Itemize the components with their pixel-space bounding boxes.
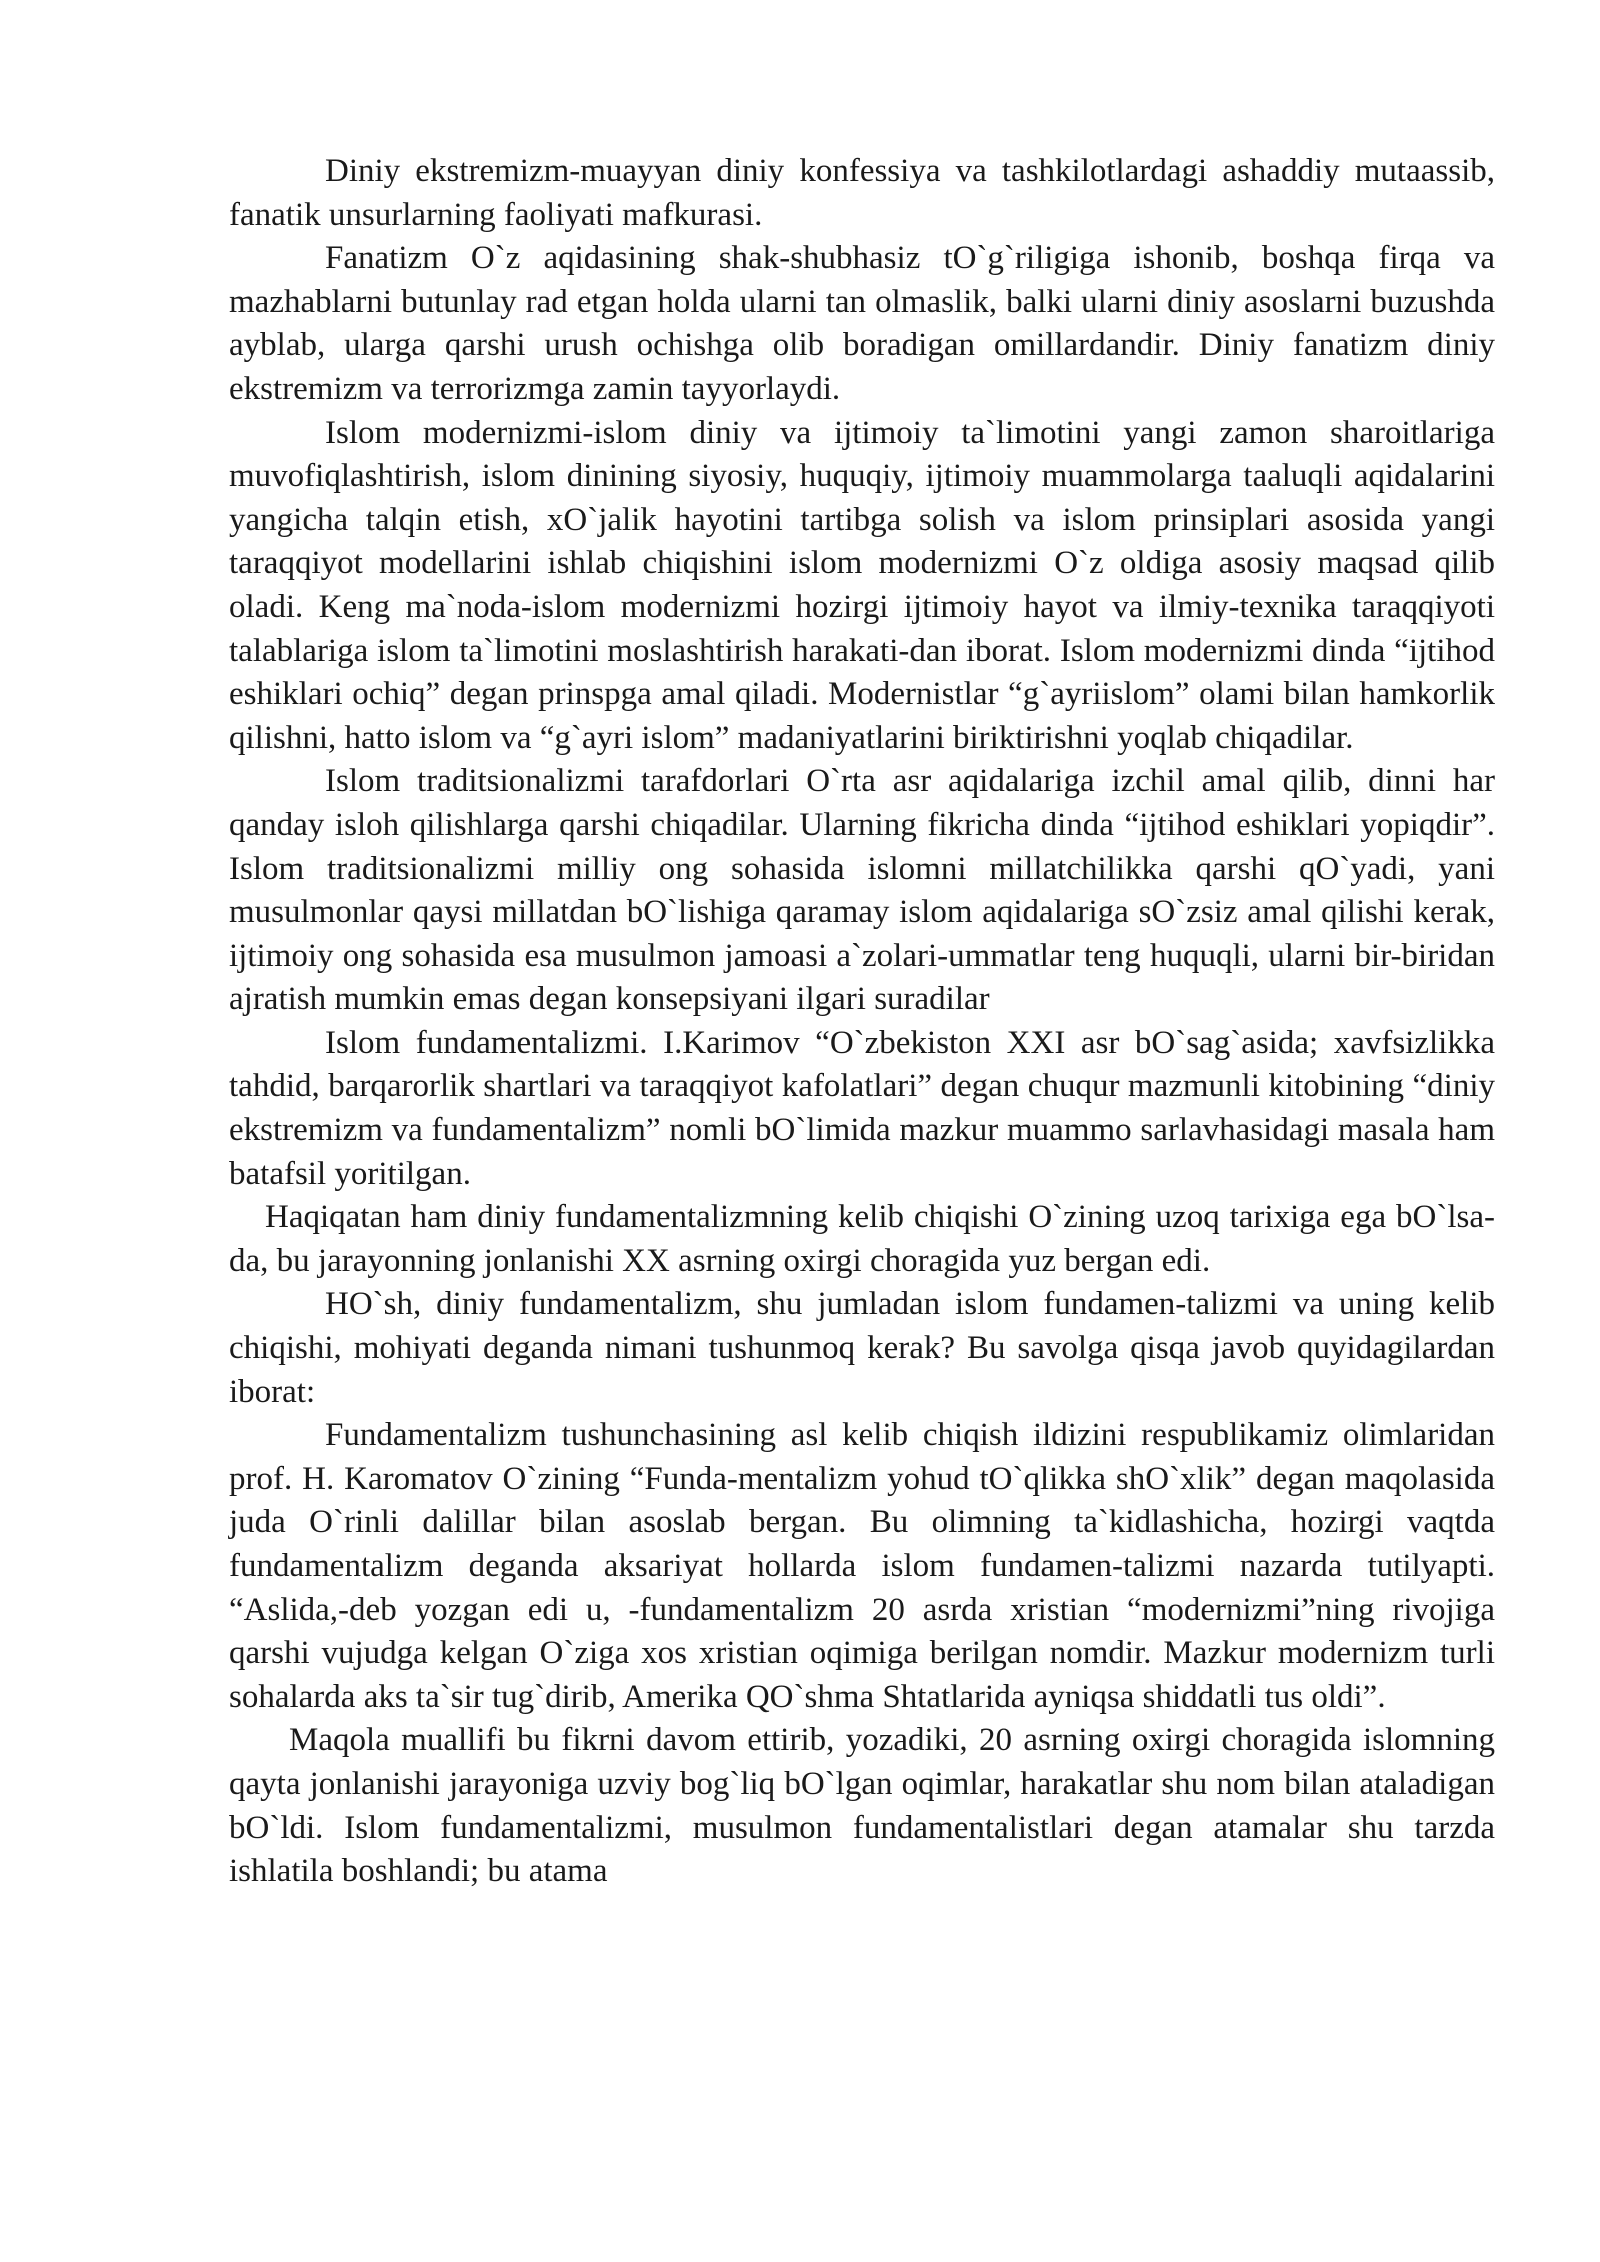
paragraph-islom-modernizmi: Islom modernizmi-islom diniy va ijtimoiy ta`limotini yangi zamon sharoitlariga muvofiqlashtirish, islom dinining siyosiy, huquqiy, ijtimoiy muammolarga taaluqli aqidalarini yangicha talqin etish, xO`jalik hayotini tartibga solish va islom prinsiplari asosida yangi taraqqiyot modellarini ishlab chiqishini islom modernizmi O`z oldiga asosiy maqsad qilib oladi. Keng ma`noda-islom modernizmi hozirgi ijtimoiy hayot va ilmiy-texnika taraqqiyoti talablariga islom ta`limotini moslashtirish harakati-dan iborat. Islom modernizmi dinda “ijtihod eshiklari ochiq” degan prinspga amal qiladi. Modernistlar “g`ayriislom” olami bilan hamkorlik qilishni, hatto islom va “g`ayri islom” madaniyatlarini biriktirishni yoqlab chiqadilar. [229,414,1495,756]
paragraph-hosh: HO`sh, diniy fundamentalizm, shu jumladan islom fundamen-talizmi va uning kelib chiqishi, mohiyati deganda nimani tushunmoq kerak? Bu savolga qisqa javob quyidagilardan iborat: [229,1286,1495,1410]
document-page [229,150,1495,1894]
paragraph-diniy-ekstremizm: Diniy ekstremizm-muayyan diniy konfessiya va tashkilotlardagi ashaddiy mutaassib, fanatik unsurlarning faoliyati mafkurasi. [229,153,1495,233]
paragraph-islom-traditsionalizmi: Islom traditsionalizmi tarafdorlari O`rta asr aqidalariga izchil amal qilib, dinni har qanday isloh qilishlarga qarshi chiqadilar. Ularning fikricha dinda “ijtihod eshiklari yopiqdir”. Islom traditsionalizmi milliy ong sohasida islomni millatchilikka qarshi qO`yadi, yani musulmonlar qaysi millatdan bO`lishiga qaramay islom aqidalariga sO`zsiz amal qilishi kerak, ijtimoiy ong sohasida esa musulmon jamoasi a`zolari-ummatlar teng huquqli, ularni bir-biridan ajratish mumkin emas degan konsepsiyani ilgari suradilar [229,763,1495,1018]
paragraph-islom-fundamentalizmi: Islom fundamentalizmi. I.Karimov “O`zbekiston XXI asr bO`sag`asida; xavfsizlikka tahdid, barqarorlik shartlari va taraqqiyot kafolatlari” degan chuqur mazmunli kitobining “diniy ekstremizm va fundamentalizm” nomli bO`limida mazkur muammo sarlavhasidagi masala ham batafsil yoritilgan. [229,1024,1495,1192]
paragraph-haqiqatan: Haqiqatan ham diniy fundamentalizmning kelib chiqishi O`zining uzoq tarixiga ega bO`lsa-da, bu jarayonning jonlanishi XX asrning oxirgi choragida yuz bergan edi. [229,1199,1495,1279]
paragraph-maqola-muallifi: Maqola muallifi bu fikrni davom ettirib, yozadiki, 20 asrning oxirgi choragida islomning qayta jonlanishi jarayoniga uzviy bog`liq bO`lgan oqimlar, harakatlar shu nom bilan ataladigan bO`ldi. Islom fundamentalizmi, musulmon fundamentalistlari degan atamalar shu tarzda ishlatila boshlandi; bu atama [229,1722,1495,1890]
paragraph-fanatizm: Fanatizm O`z aqidasining shak-shubhasiz tO`g`riligiga ishonib, boshqa firqa va mazhablarni butunlay rad etgan holda ularni tan olmaslik, balki ularni diniy asoslarni buzushda ayblab, ularga qarshi urush ochishga olib boradigan omillardandir. Diniy fanatizm diniy ekstremizm va terrorizmga zamin tayyorlaydi. [229,240,1495,407]
paragraph-fundamentalizm-tushunchasi: Fundamentalizm tushunchasining asl kelib chiqish ildizini respublikamiz olimlaridan prof. H. Karomatov O`zining “Funda-mentalizm yohud tO`qlikka shO`xlik” degan maqolasida juda O`rinli dalillar bilan asoslab bergan. Bu olimning ta`kidlashicha, hozirgi vaqtda fundamentalizm deganda aksariyat hollarda islom fundamen-talizmi nazarda tutilyapti. “Aslida,-deb yozgan edi u, -fundamentalizm 20 asrda xristian “modernizmi”ning rivojiga qarshi vujudga kelgan O`ziga xos xristian oqimiga berilgan nomdir. Mazkur modernizm turli sohalarda aks ta`sir tug`dirib, Amerika QO`shma Shtatlarida ayniqsa shiddatli tus oldi”. [229,1417,1495,1715]
